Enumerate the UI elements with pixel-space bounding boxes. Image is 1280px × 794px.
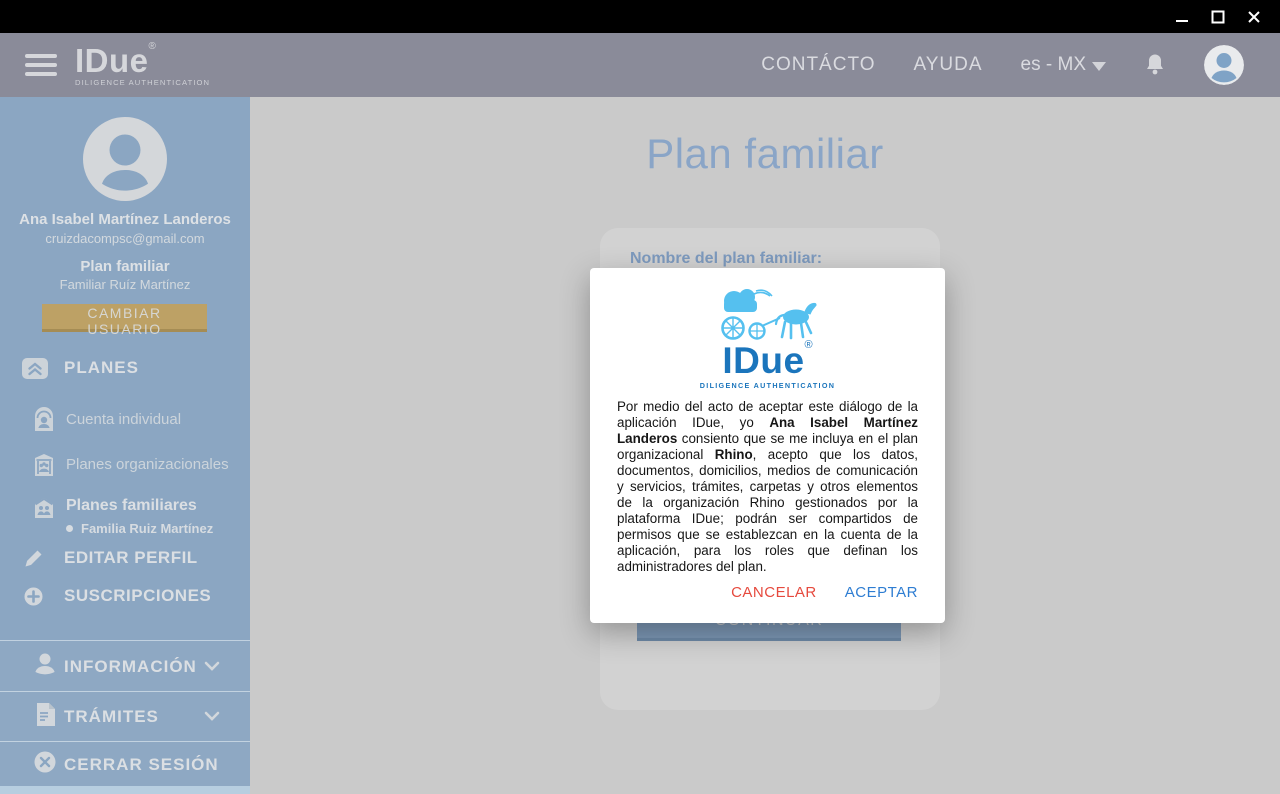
sidebar-section-label: INFORMACIÓN: [64, 656, 197, 676]
family-house-icon: [33, 494, 55, 518]
profile-plan-name: Familiar Ruíz Martínez: [59, 277, 191, 292]
minimize-icon: [1175, 10, 1189, 24]
logo-subtitle: DILIGENCE AUTHENTICATION: [75, 77, 211, 87]
sidebar-item-planes[interactable]: [0, 353, 250, 383]
maximize-icon: [1211, 10, 1225, 24]
person-icon: [34, 652, 56, 681]
close-button[interactable]: [1246, 9, 1262, 25]
dialog-logo: [590, 288, 945, 390]
language-selector[interactable]: [1021, 54, 1106, 76]
profile-plan-type: Plan familiar: [80, 258, 170, 275]
hamburger-menu-icon[interactable]: [25, 54, 57, 76]
close-icon: [1247, 10, 1261, 24]
minimize-button[interactable]: [1174, 9, 1190, 25]
double-chevron-up-icon: [22, 358, 48, 379]
nav-contacto[interactable]: CONTÁCTO: [761, 54, 876, 75]
page-title: Plan familiar: [646, 130, 884, 177]
accept-button[interactable]: ACEPTAR: [844, 584, 918, 601]
bell-icon: [1144, 52, 1166, 78]
carriage-logo-icon: [712, 288, 824, 342]
sidebar-section-informacion[interactable]: [0, 640, 250, 692]
profile-avatar-icon: [83, 117, 167, 201]
notifications-button[interactable]: [1144, 52, 1166, 78]
language-value: es - MX: [1020, 54, 1086, 75]
user-avatar-icon: [1204, 45, 1244, 85]
sidebar-logout[interactable]: [0, 741, 250, 788]
individual-account-icon: [33, 407, 55, 431]
consent-dialog: [590, 268, 945, 623]
sidebar-bottom-strip: [0, 786, 250, 794]
sidebar-subitem-familia[interactable]: [0, 519, 250, 537]
x-circle-icon: [34, 751, 56, 778]
profile-email: cruizdacompsc@gmail.com: [45, 231, 205, 246]
dialog-actions: [731, 584, 918, 601]
sidebar-logout-label: CERRAR SESIÓN: [64, 754, 219, 774]
header-avatar[interactable]: [1204, 45, 1244, 85]
plus-circle-icon: [24, 587, 43, 606]
profile-avatar: [83, 117, 167, 201]
change-user-button[interactable]: CAMBIAR USUARIO: [42, 304, 207, 332]
sidebar-item-label: PLANES: [64, 358, 139, 377]
sidebar-item-planes-familiares[interactable]: [0, 492, 250, 520]
sidebar-item-editar-perfil[interactable]: [0, 544, 250, 572]
sidebar: [0, 97, 250, 794]
dialog-registered-mark: ®: [804, 339, 813, 351]
sidebar-section-label: TRÁMITES: [64, 707, 159, 726]
app-logo: [75, 40, 211, 87]
profile-name: Ana Isabel Martínez Landeros: [19, 211, 231, 228]
sidebar-item-label: Cuenta individual: [66, 410, 182, 428]
dialog-logo-title: IDue: [722, 340, 805, 381]
consent-text: Por medio del acto de aceptar este diálogo de la aplicación IDue, yo Ana Isabel Martínez Landeros consiento que se me incluya en el plan organizacional Rhino, acepto que los datos, documentos, domicilios, medios de comunicación y servicios, trámites, carpetas y otros elementos de la organización Rhino gestionados por la plataforma IDue; podrán ser compartidos de permisos que se establezcan en la cuenta de la aplicación, para los roles que definan los administradores del plan.: [617, 399, 919, 575]
caret-down-icon: [1092, 62, 1106, 71]
maximize-button[interactable]: [1210, 9, 1226, 25]
logo-title: IDue: [75, 41, 149, 79]
sidebar-item-label: EDITAR PERFIL: [64, 548, 198, 567]
window-titlebar: [0, 0, 1280, 33]
chevron-down-icon: [204, 708, 220, 726]
sidebar-item-cuenta-individual[interactable]: [0, 405, 250, 433]
registered-mark: ®: [148, 40, 156, 52]
sidebar-item-label: SUSCRIPCIONES: [64, 586, 212, 605]
sidebar-section-tramites[interactable]: [0, 691, 250, 742]
active-dot-icon: [66, 525, 73, 532]
cancel-button[interactable]: CANCELAR: [731, 584, 817, 601]
app-header: [0, 33, 1280, 97]
pencil-icon: [24, 549, 43, 568]
sidebar-item-label: Planes organizacionales: [66, 455, 229, 473]
plan-name-label: Nombre del plan familiar:: [630, 250, 823, 267]
nav-ayuda[interactable]: AYUDA: [913, 54, 983, 75]
dialog-logo-subtitle: DILIGENCE AUTHENTICATION: [699, 381, 836, 390]
sidebar-item-planes-organizacionales[interactable]: [0, 450, 250, 478]
sidebar-subitem-label: Familia Ruiz Martínez: [81, 520, 214, 536]
sidebar-item-suscripciones[interactable]: [0, 582, 250, 610]
document-icon: [36, 703, 55, 731]
chevron-down-icon: [204, 658, 220, 676]
sidebar-item-label: Planes familiares: [66, 497, 197, 514]
organization-icon: [33, 452, 55, 476]
header-nav: [761, 45, 1244, 85]
